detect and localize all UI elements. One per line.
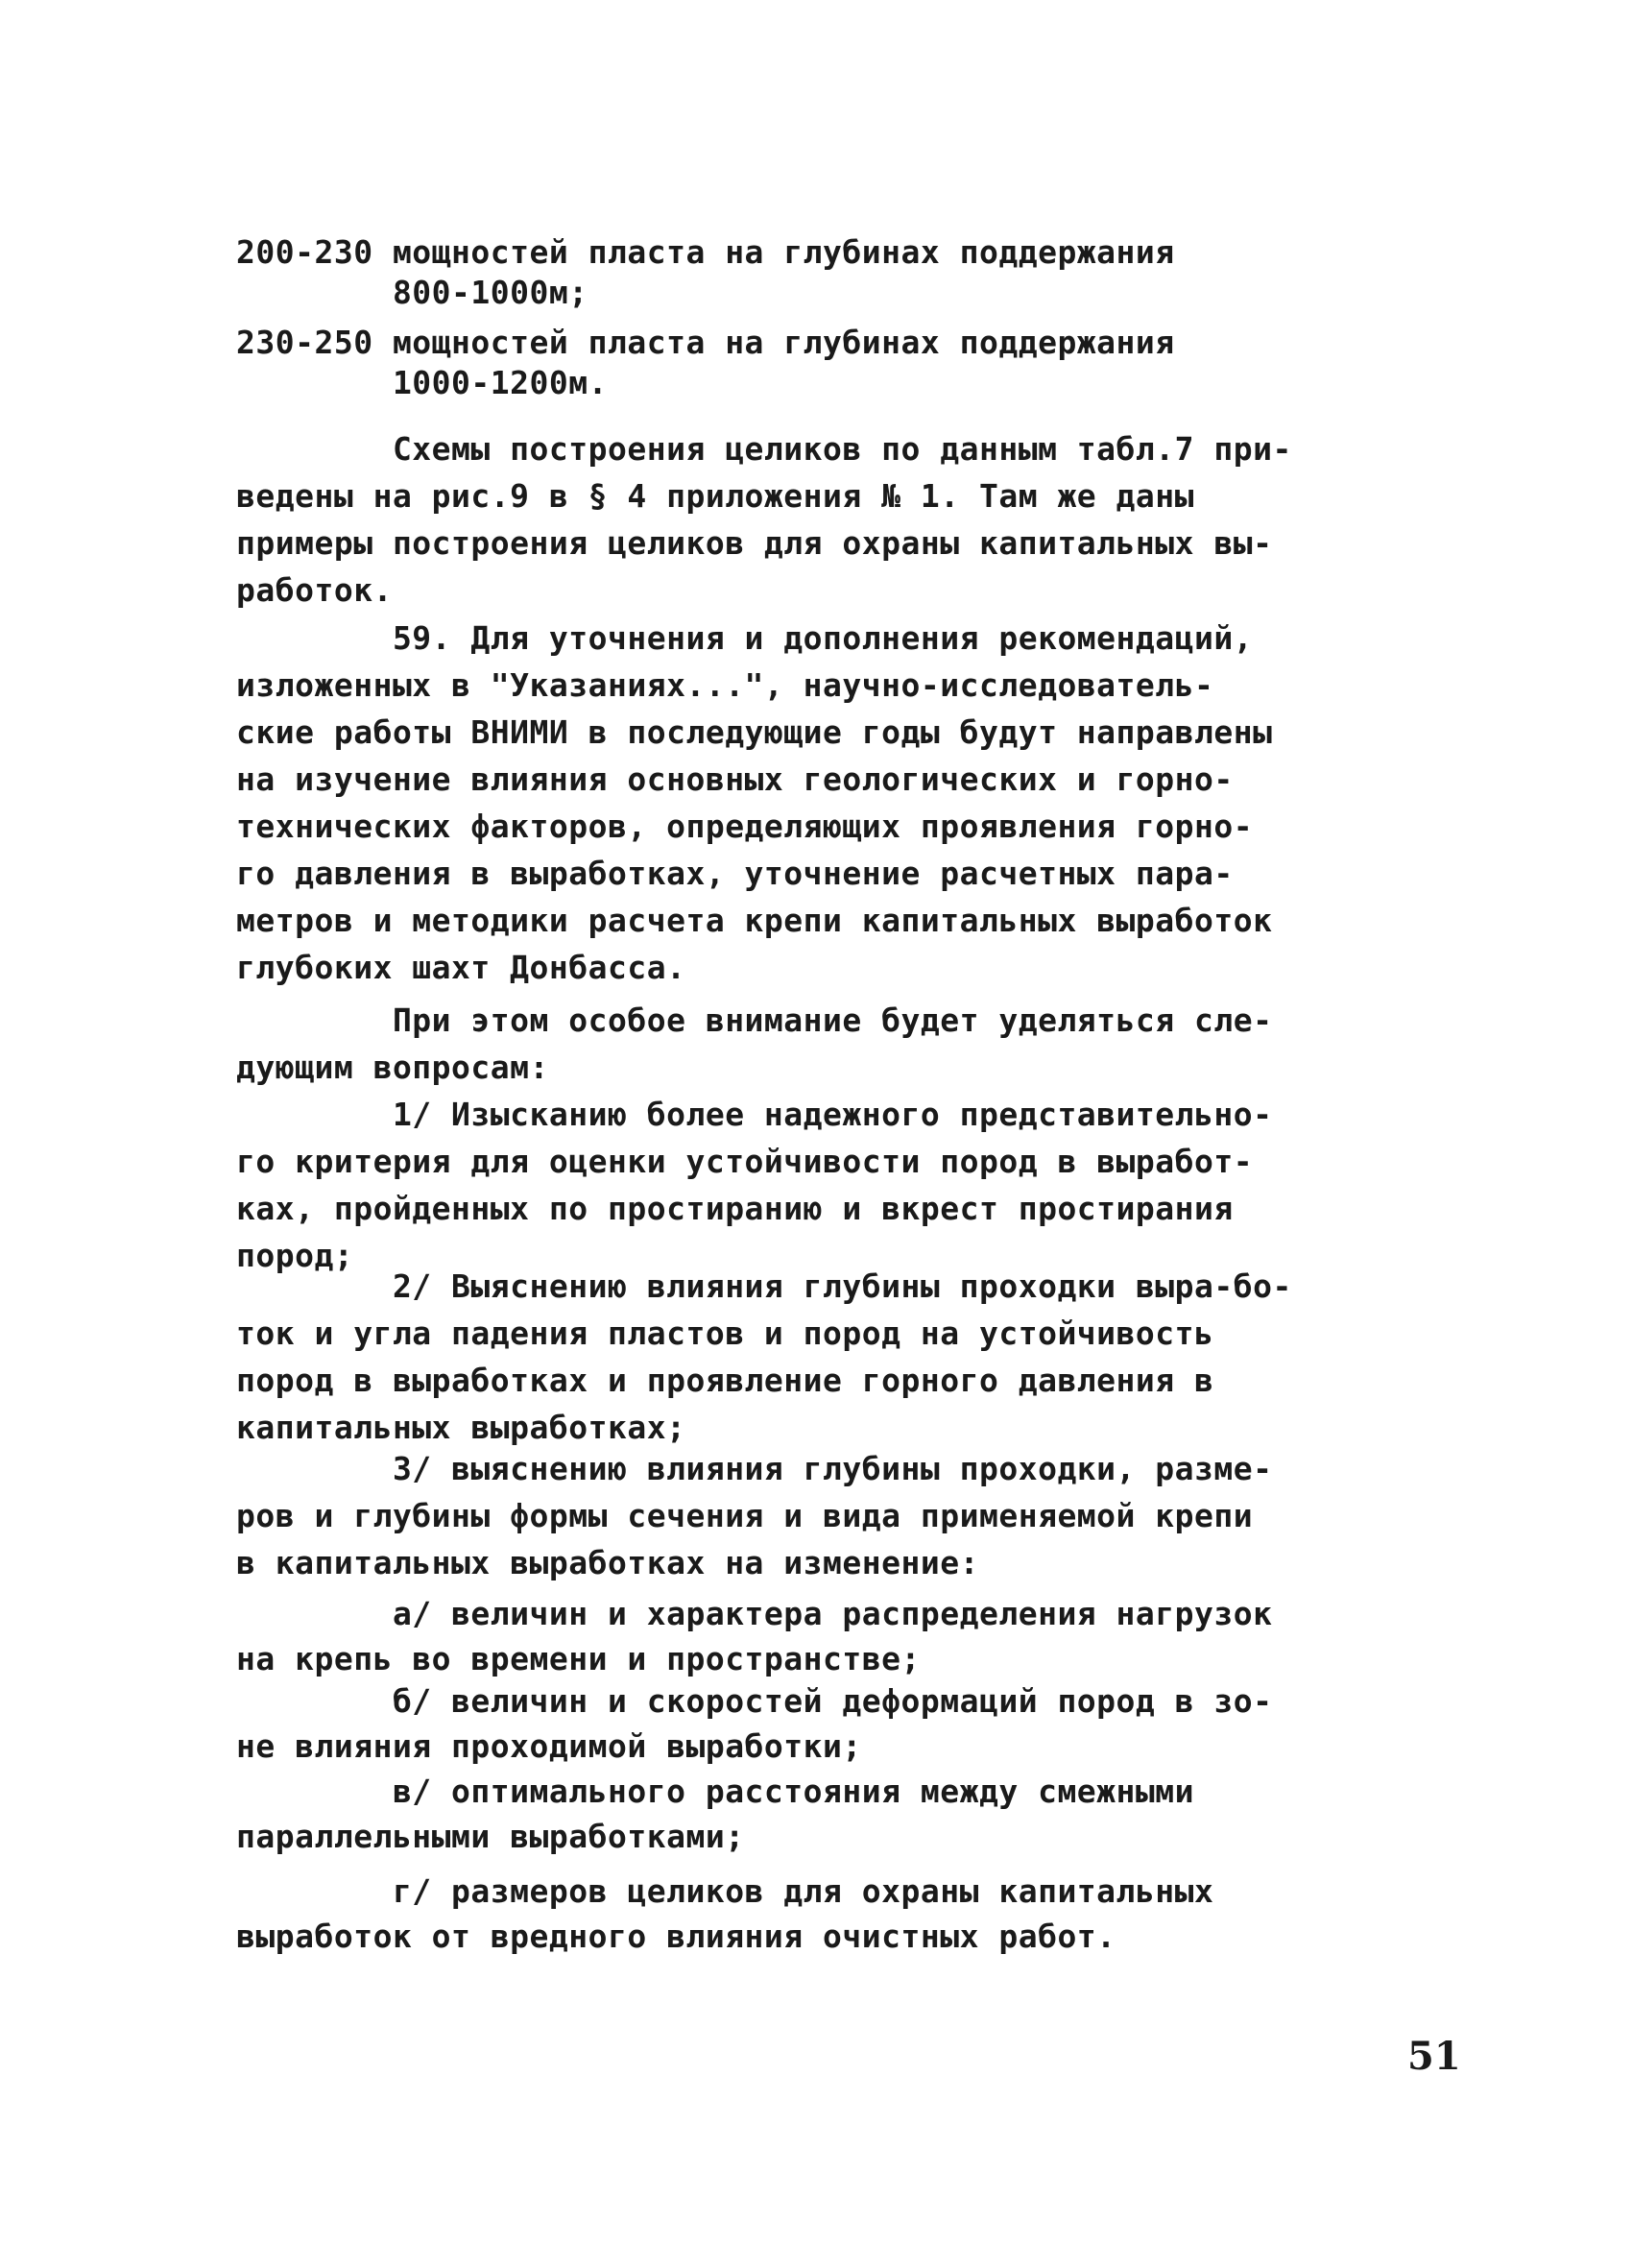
- text-line: работок.: [236, 571, 393, 609]
- text-line: примеры построения целиков для охраны капитальных вы-: [236, 524, 1273, 562]
- text-line: технических факторов, определяющих проявления горно-: [236, 808, 1254, 845]
- page-number: 51: [1407, 2034, 1461, 2079]
- text-line: 1/ Изысканию более надежного представительно-: [236, 1096, 1273, 1133]
- text-line: 2/ Выяснению влияния глубины проходки выра-бо-: [236, 1267, 1292, 1305]
- text-line: г/ размеров целиков для охраны капитальных: [236, 1872, 1214, 1910]
- text-line: ские работы ВНИМИ в последующие годы будут направлены: [236, 713, 1273, 751]
- text-line: выработок от вредного влияния очистных работ.: [236, 1918, 1116, 1955]
- text-line: 800-1000м;: [236, 274, 588, 311]
- text-line: 200-230 мощностей пласта на глубинах поддержания: [236, 233, 1175, 271]
- text-line: 1000-1200м.: [236, 364, 608, 401]
- text-line: 3/ выяснению влияния глубины проходки, разме-: [236, 1450, 1273, 1487]
- text-line: в/ оптимального расстояния между смежными: [236, 1773, 1195, 1810]
- text-line: параллельными выработками;: [236, 1818, 745, 1855]
- text-line: ров и глубины формы сечения и вида применяемой крепи: [236, 1497, 1254, 1534]
- text-line: ках, пройденных по простиранию и вкрест простирания: [236, 1190, 1234, 1227]
- text-line: Схемы построения целиков по данным табл.7 при-: [236, 430, 1292, 468]
- text-line: При этом особое внимание будет уделяться сле-: [236, 1001, 1273, 1039]
- text-line: на изучение влияния основных геологических и горно-: [236, 760, 1234, 798]
- text-line: дующим вопросам:: [236, 1049, 549, 1086]
- text-line: а/ величин и характера распределения нагрузок: [236, 1595, 1273, 1632]
- text-line: не влияния проходимой выработки;: [236, 1727, 862, 1765]
- text-line: в капитальных выработках на изменение:: [236, 1544, 979, 1581]
- text-line: го давления в выработках, уточнение расчетных пара-: [236, 855, 1234, 892]
- text-line: 230-250 мощностей пласта на глубинах поддержания: [236, 324, 1175, 361]
- text-line: метров и методики расчета крепи капитальных выработок: [236, 902, 1273, 939]
- text-line: пород;: [236, 1237, 354, 1274]
- text-line: 59. Для уточнения и дополнения рекомендаций,: [236, 619, 1254, 657]
- text-line: на крепь во времени и пространстве;: [236, 1640, 921, 1677]
- text-line: б/ величин и скоростей деформаций пород в зо-: [236, 1682, 1273, 1720]
- text-line: изложенных в "Указаниях...", научно-исследователь-: [236, 666, 1214, 704]
- text-line: глубоких шахт Донбасса.: [236, 949, 686, 986]
- text-line: ведены на рис.9 в § 4 приложения № 1. Там же даны: [236, 477, 1195, 515]
- text-line: капитальных выработках;: [236, 1409, 686, 1446]
- text-line: ток и угла падения пластов и пород на устойчивость: [236, 1315, 1214, 1352]
- text-line: пород в выработках и проявление горного давления в: [236, 1362, 1214, 1399]
- text-line: го критерия для оценки устойчивости пород в выработ-: [236, 1143, 1254, 1180]
